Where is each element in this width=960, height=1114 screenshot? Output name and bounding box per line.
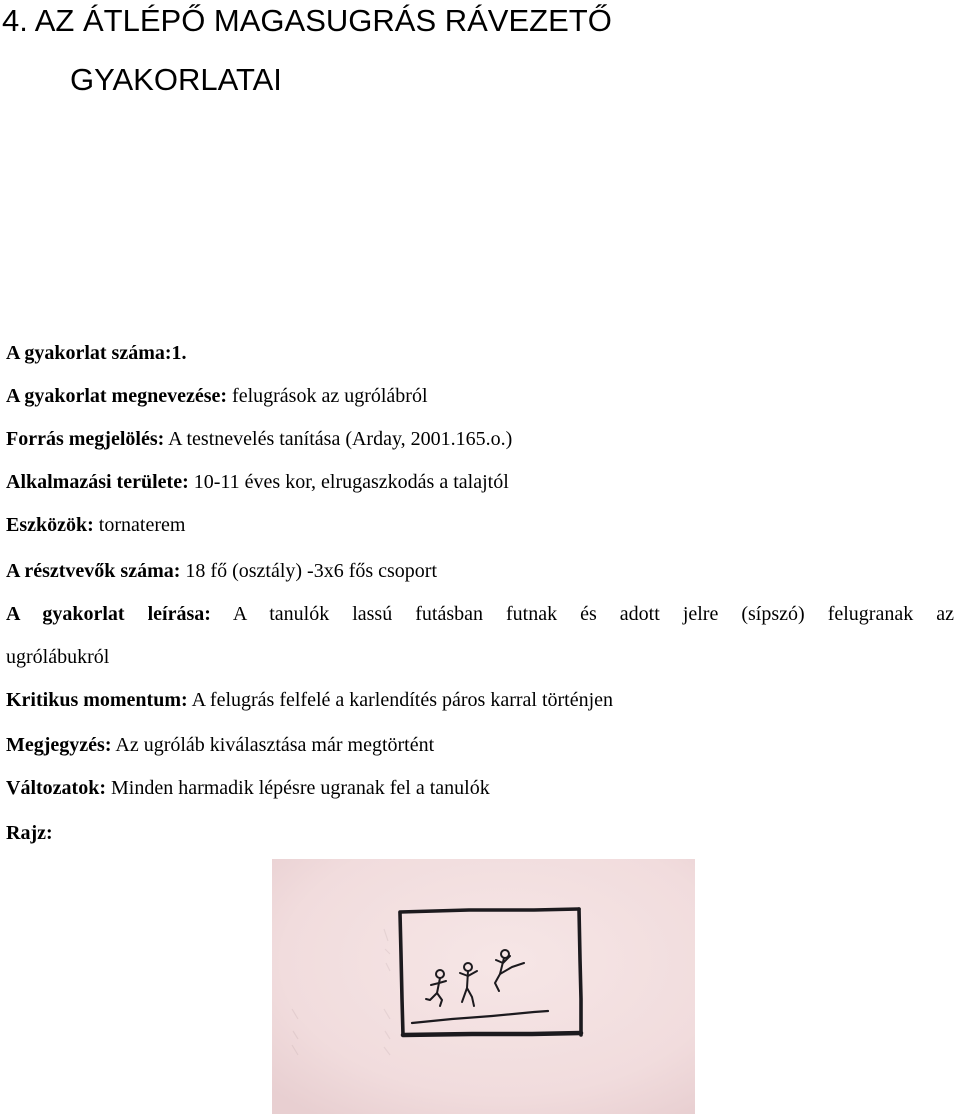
- exercise-name: [6, 384, 428, 408]
- drawing-photo: [272, 859, 695, 1114]
- chapter-title: 4. AZ ÁTLÉPŐ MAGASUGRÁS RÁVEZETŐ: [2, 3, 612, 38]
- participants: [6, 559, 437, 583]
- critical-moment: [6, 688, 613, 712]
- variants: [6, 776, 490, 800]
- exercise-number-label: A gyakorlat száma:: [6, 342, 172, 364]
- participants-label: A résztvevők száma:: [6, 560, 181, 582]
- exercise-number: [6, 341, 187, 365]
- variants-label: Változatok:: [6, 777, 106, 799]
- exercise-description-label: A gyakorlat leírása:: [6, 603, 211, 625]
- note-label: Megjegyzés:: [6, 734, 112, 756]
- critical-moment-label: Kritikus momentum:: [6, 689, 188, 711]
- exercise-description-value: A tanulók lassú futásban futnak és adott jelre (sípszó) felugranak az: [210, 603, 954, 625]
- source-reference-value: A testnevelés tanítása (Arday, 2001.165.o.): [164, 428, 513, 450]
- exercise-name-value: felugrások az ugrólábról: [227, 385, 428, 407]
- drawing-label: Rajz:: [6, 822, 53, 844]
- exercise-number-value: 1.: [171, 342, 187, 364]
- equipment: [6, 513, 185, 537]
- note-value: Az ugróláb kiválasztása már megtörtént: [111, 734, 435, 756]
- variants-value: Minden harmadik lépésre ugranak fel a tanulók: [105, 777, 490, 799]
- equipment-label: Eszközök:: [6, 514, 94, 536]
- source-reference-label: Forrás megjelölés:: [6, 428, 165, 450]
- application-area-value: 10-11 éves kor, elrugaszkodás a talajtól: [188, 471, 509, 493]
- source-reference: [6, 427, 512, 451]
- chapter-title-continued: GYAKORLATAI: [70, 62, 282, 97]
- exercise-description-continued: ugrólábukról: [6, 646, 110, 668]
- note: [6, 733, 434, 757]
- application-area-label: Alkalmazási területe:: [6, 471, 189, 493]
- exercise-name-label: A gyakorlat megnevezése:: [6, 385, 228, 407]
- participants-value: 18 fő (osztály) -3x6 fős csoport: [180, 560, 438, 582]
- exercise-description: [6, 602, 954, 626]
- critical-moment-value: A felugrás felfelé a karlendítés páros karral történjen: [187, 689, 614, 711]
- equipment-value: tornaterem: [93, 514, 186, 536]
- application-area: [6, 470, 509, 494]
- drawing-heading: [6, 821, 53, 845]
- paper-background: [272, 859, 695, 1114]
